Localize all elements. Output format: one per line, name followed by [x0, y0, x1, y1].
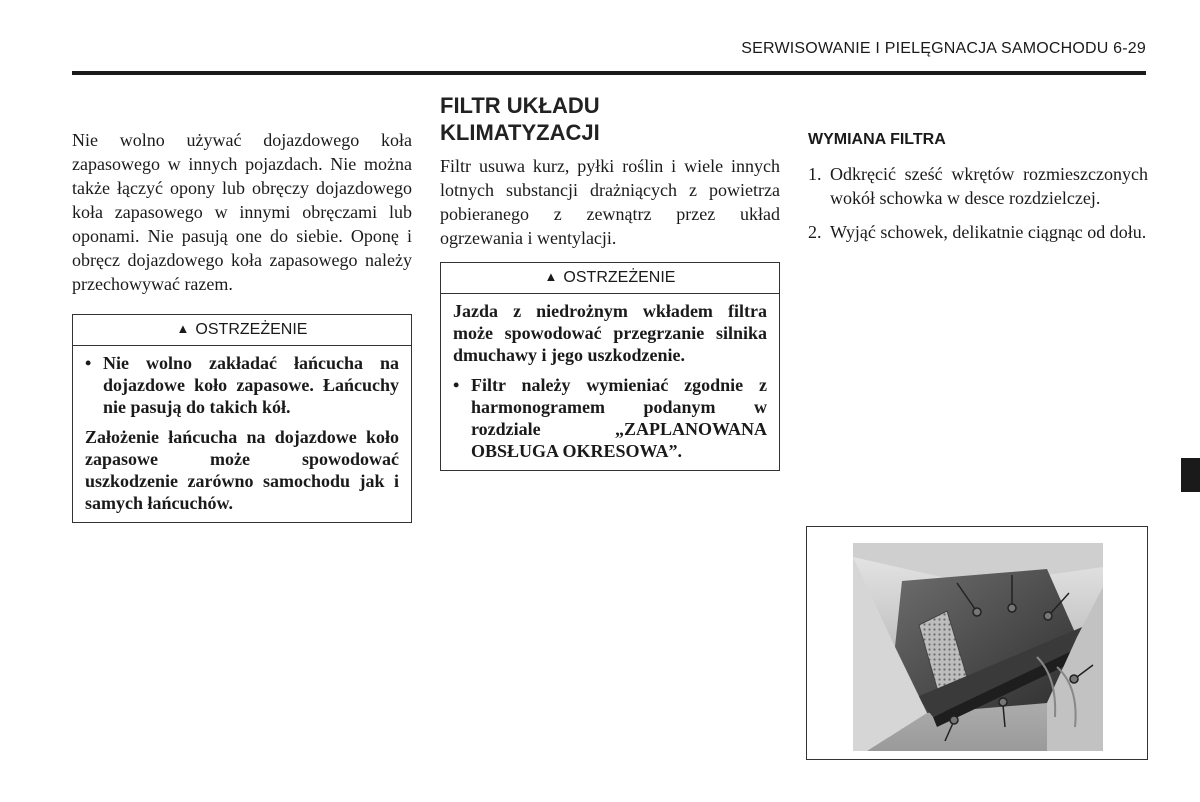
section-title [440, 92, 780, 146]
column-left [72, 128, 412, 523]
warning-text: Jazda z niedrożnym wkładem filtra może spowodować przegrzanie silnika dmuchawy i jego uszkodzenie. [453, 301, 767, 365]
step-text: Odkręcić sześć wkrętów rozmieszczonych wokół schowka w desce rozdzielczej. [830, 164, 1148, 208]
warning-triangle-icon: ▲ [544, 269, 558, 284]
step-text: Wyjąć schowek, delikatnie ciągnąc od dołu. [830, 222, 1147, 242]
header-rule [72, 71, 1146, 75]
warning-triangle-icon: ▲ [176, 321, 190, 336]
warning-bullet-text: Filtr należy wymieniać zgodnie z harmonogramem podanym w rozdziale „ZAPLANOWANA OBSŁUGA OKRESOWA”. [471, 375, 767, 461]
step-item [808, 220, 1148, 244]
warning-heading [441, 263, 779, 294]
bullet-icon: • [85, 353, 92, 373]
warning-heading-label: OSTRZEŻENIE [195, 321, 308, 338]
warning-box-chains [72, 314, 412, 523]
warning-text: Założenie łańcucha na dojazdowe koło zapasowe może spowodować uszkodzenie zarówno samochodu jak i samych łańcuchów. [85, 427, 399, 513]
subheading: WYMIANA FILTRA [808, 131, 946, 148]
page-header: SERWISOWANIE I PIELĘGNACJA SAMOCHODU 6-29 [741, 40, 1146, 57]
glovebox-illustration-icon [807, 527, 1146, 758]
step-item [808, 162, 1148, 210]
column-right [808, 128, 1148, 254]
glovebox-figure [806, 526, 1148, 760]
section-title-line2: KLIMATYZACJI [440, 120, 600, 145]
warning-bullet [85, 352, 399, 418]
warning-box-filter [440, 262, 780, 471]
warning-heading-label: OSTRZEŻENIE [563, 269, 676, 286]
step-number: 1. [808, 164, 822, 184]
step-number: 2. [808, 222, 822, 242]
warning-body [441, 294, 779, 470]
column-middle [440, 92, 780, 471]
warning-heading [73, 315, 411, 346]
spare-wheel-paragraph: Nie wolno używać dojazdowego koła zapasowego w innych pojazdach. Nie można także łączyć opony lub obręczy dojazdowego koła zapasowego w innymi obręczami lub oponami. Nie pasują one do siebie. Oponę i obręcz dojazdowego koła zapasowego należy przechowywać razem. [72, 130, 412, 294]
filter-paragraph: Filtr usuwa kurz, pyłki roślin i wiele innych lotnych substancji drażniących z powietrza pobieranego z zewnątrz przez układ ogrzewania i wentylacji. [440, 156, 780, 248]
steps-list [808, 162, 1148, 244]
chapter-tab [1181, 458, 1200, 492]
section-title-line1: FILTR UKŁADU [440, 93, 600, 118]
warning-bullet-text: Nie wolno zakładać łańcucha na dojazdowe koło zapasowe. Łańcuchy nie pasują do takich kół. [103, 353, 399, 417]
warning-body [73, 346, 411, 522]
bullet-icon: • [453, 375, 460, 395]
warning-bullet [453, 374, 767, 462]
